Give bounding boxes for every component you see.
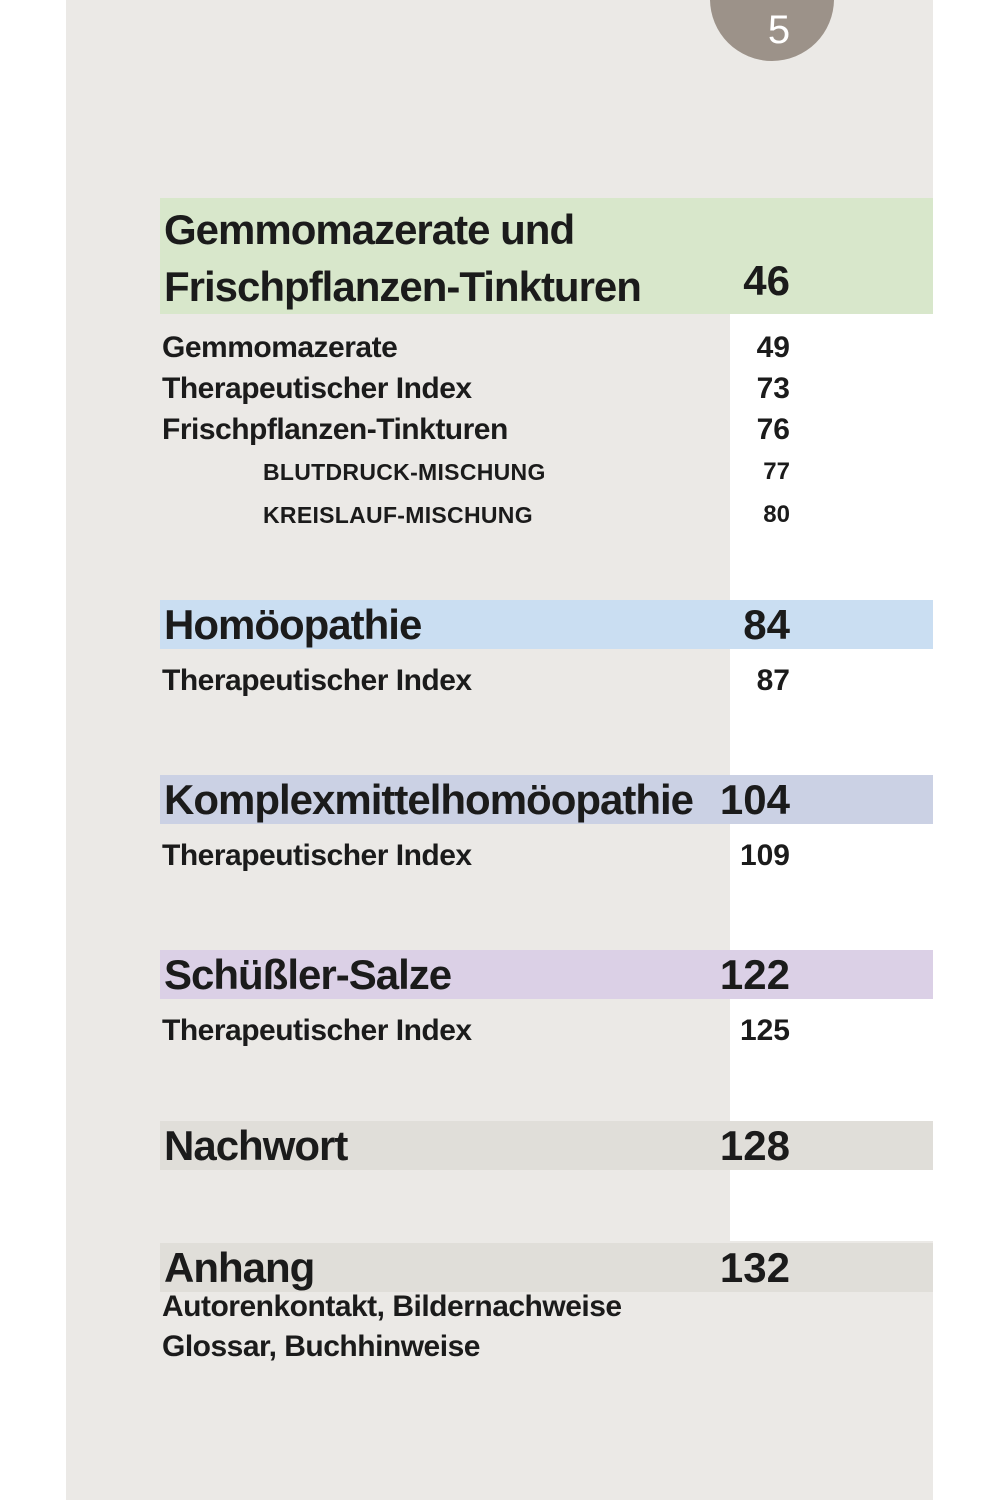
section-page-number: 104	[719, 776, 790, 823]
toc-row-page: 109	[739, 839, 790, 872]
toc-row-page: 76	[756, 413, 790, 446]
section-page-number: 132	[719, 1244, 790, 1291]
section-header-nachwort[interactable]	[160, 1121, 933, 1170]
section-title: Nachwort	[164, 1122, 348, 1169]
section-title: Homöopathie	[164, 601, 422, 648]
toc-row[interactable]	[160, 459, 933, 485]
toc-row-page: 87	[756, 664, 790, 697]
toc-row-page: 80	[763, 501, 790, 528]
section-page-number: 122	[719, 951, 790, 998]
toc-row[interactable]	[160, 414, 933, 446]
section-page-number: 84	[743, 601, 790, 648]
toc-row-page: 77	[763, 458, 790, 485]
toc-row[interactable]	[160, 1015, 933, 1047]
toc-row-label: Therapeutischer Index	[162, 839, 472, 872]
toc-row-page: 125	[739, 1014, 790, 1047]
appendix-note-line: Glossar, Buchhinweise	[162, 1330, 480, 1363]
section-title: Schüßler-Salze	[164, 951, 452, 998]
section-title-line2: Frischpflanzen-Tinkturen	[164, 263, 641, 310]
section-header-homoeopathie[interactable]	[160, 600, 933, 649]
section-page-number: 46	[743, 257, 790, 304]
page-background	[66, 0, 933, 1500]
toc-row[interactable]	[160, 840, 933, 872]
section-title: Anhang	[164, 1244, 315, 1291]
toc-row-label: BLUTDRUCK-MISCHUNG	[263, 459, 546, 485]
toc-row-label: Therapeutischer Index	[162, 664, 472, 697]
toc-row[interactable]	[160, 502, 933, 528]
toc-row[interactable]	[160, 665, 933, 697]
toc-row-label: KREISLAUF-MISCHUNG	[263, 502, 533, 528]
section-header-gemmomazerate[interactable]	[160, 198, 933, 314]
toc-row-page: 73	[756, 372, 790, 405]
section-title: Komplexmittelhomöopathie	[164, 776, 694, 823]
toc-row-label: Therapeutischer Index	[162, 372, 472, 405]
toc-row[interactable]	[160, 373, 933, 405]
section-title	[160, 198, 933, 315]
toc-row-label: Gemmomazerate	[162, 331, 398, 364]
page-number: 5	[767, 8, 791, 52]
toc-row[interactable]	[160, 332, 933, 364]
toc-row-label: Frischpflanzen-Tinkturen	[162, 413, 508, 446]
section-header-komplexmittelhomoeopathie[interactable]	[160, 775, 933, 824]
section-page-number: 128	[719, 1122, 790, 1169]
toc-row-label: Therapeutischer Index	[162, 1014, 472, 1047]
section-title-line1: Gemmomazerate und	[164, 206, 575, 253]
appendix-note-line: Autorenkontakt, Bildernachweise	[162, 1290, 622, 1323]
section-header-anhang[interactable]	[160, 1243, 933, 1292]
page-number-circle	[710, 0, 834, 61]
toc-row-page: 49	[756, 331, 790, 364]
section-header-schuessler-salze[interactable]	[160, 950, 933, 999]
